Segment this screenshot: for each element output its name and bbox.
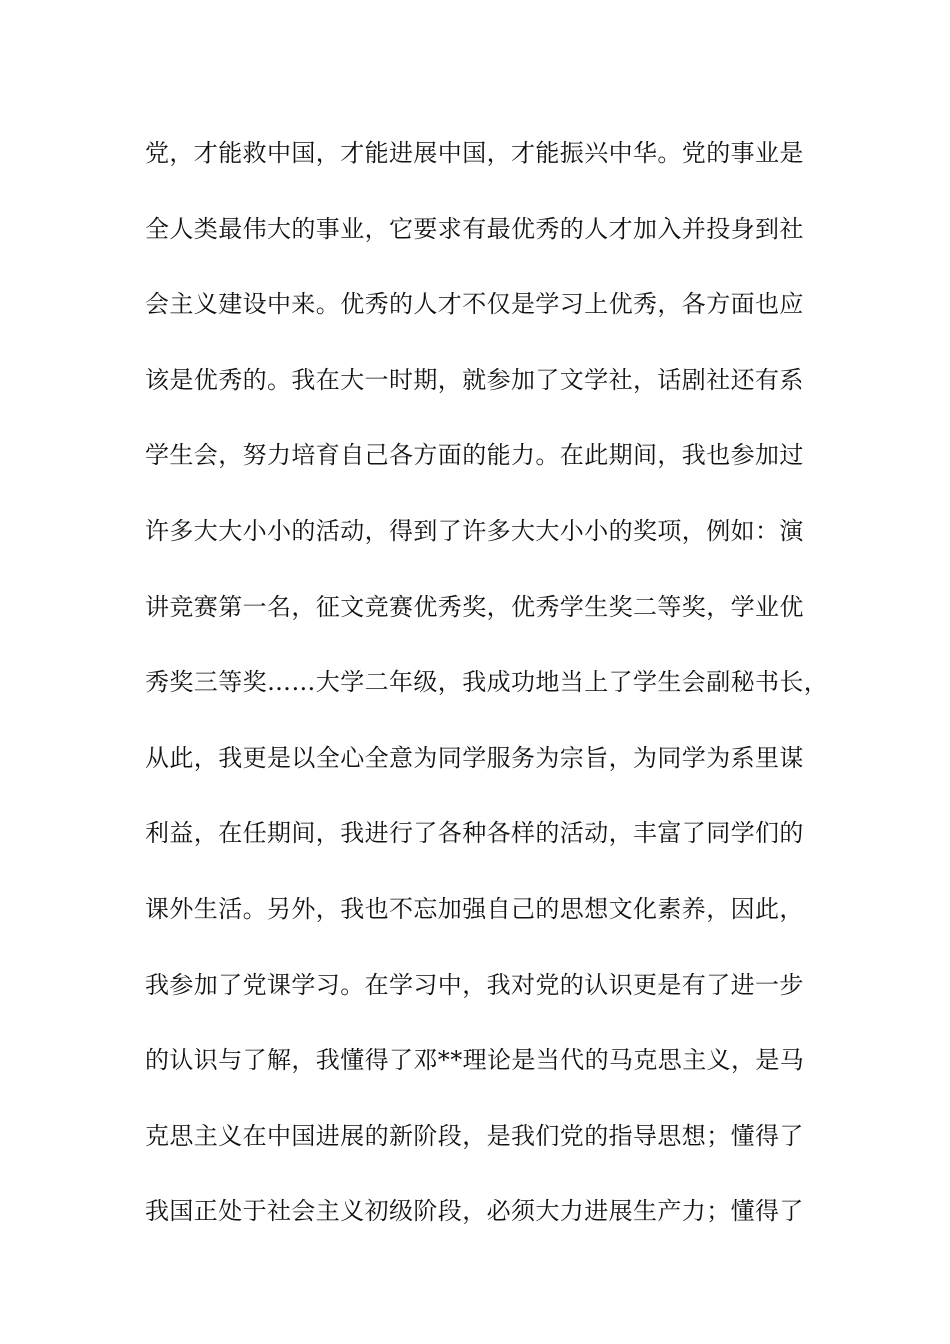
text-line: 该是优秀的。我在大一时期，就参加了文学社，话剧社还有系 — [145, 365, 804, 394]
text-line: 学生会，努力培育自己各方面的能力。在此期间，我也参加过 — [145, 441, 804, 470]
text-line: 利益，在任期间，我进行了各种各样的活动，丰富了同学们的 — [145, 819, 804, 848]
text-line: 党，才能救中国，才能进展中国，才能振兴中华。党的事业是 — [145, 139, 804, 167]
text-line: 克思主义在中国进展的新阶段，是我们党的指导思想；懂得了 — [145, 1121, 804, 1150]
text-line: 我参加了党课学习。在学习中，我对党的认识更是有了进一步 — [145, 970, 804, 999]
text-line: 课外生活。另外，我也不忘加强自己的思想文化素养，因此， — [145, 894, 804, 923]
text-line: 的认识与了解，我懂得了邓**理论是当代的马克思主义，是马 — [145, 1046, 805, 1075]
text-line: 我国正处于社会主义初级阶段，必须大力进展生产力；懂得了 — [145, 1197, 804, 1226]
text-line: 许多大大小小的活动，得到了许多大大小小的奖项，例如：演 — [145, 516, 804, 545]
text-line: 从此，我更是以全心全意为同学服务为宗旨，为同学为系里谋 — [145, 743, 804, 772]
text-line: 讲竞赛第一名，征文竞赛优秀奖，优秀学生奖二等奖，学业优 — [145, 592, 804, 621]
text-line: 秀奖三等奖……大学二年级，我成功地当上了学生会副秘书长， — [145, 668, 829, 697]
text-line: 全人类最伟大的事业，它要求有最优秀的人才加入并投身到社 — [145, 214, 804, 243]
text-line: 会主义建设中来。优秀的人才不仅是学习上优秀，各方面也应 — [145, 290, 804, 319]
body-text — [145, 134, 835, 1268]
